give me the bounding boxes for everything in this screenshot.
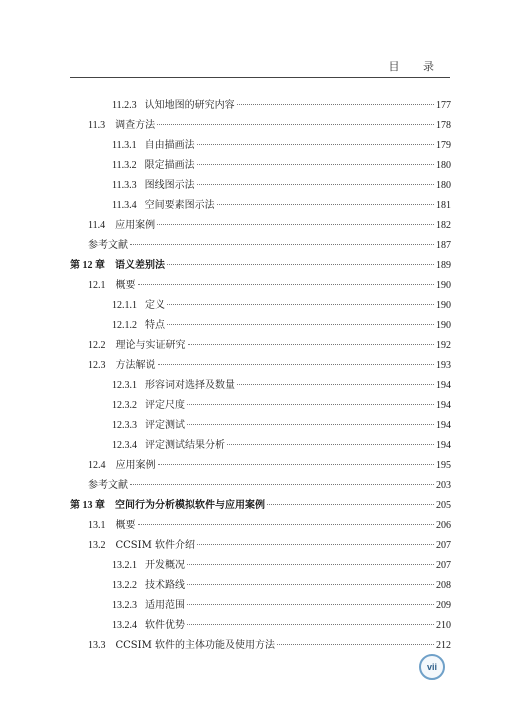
- toc-subsection-entry[interactable]: [70, 136, 451, 156]
- toc-entry-number: 11.3.3: [112, 180, 137, 191]
- toc-chapter-entry[interactable]: [70, 496, 451, 516]
- toc-entry-title: 适用范围: [145, 600, 185, 611]
- toc-entry-title: 开发概况: [145, 560, 185, 571]
- page-header-title: 目 录: [388, 60, 444, 73]
- toc-entry-page: 181: [436, 200, 451, 211]
- toc-dot-leader: [187, 404, 434, 405]
- toc-entry-number: 12.4: [88, 460, 106, 471]
- toc-entry-page: 180: [436, 160, 451, 171]
- toc-dot-leader: [130, 484, 434, 485]
- toc-entry-page: 207: [436, 560, 451, 571]
- toc-entry-page: 189: [436, 260, 451, 271]
- table-of-contents: [70, 96, 451, 656]
- toc-subsection-entry[interactable]: [70, 396, 451, 416]
- toc-section-entry[interactable]: [70, 636, 451, 656]
- toc-subsection-entry[interactable]: [70, 556, 451, 576]
- toc-entry-title: 概要: [115, 520, 136, 531]
- page-number-badge: vii: [419, 654, 445, 680]
- toc-entry-number: 11.2.3: [112, 100, 137, 111]
- toc-entry-page: 210: [436, 620, 451, 631]
- toc-subsection-entry[interactable]: [70, 616, 451, 636]
- toc-entry-number: 11.4: [88, 220, 106, 231]
- toc-entry-title: 空间行为分析模拟软件与应用案例: [115, 500, 265, 511]
- toc-entry-number: 13.2.1: [112, 560, 137, 571]
- toc-entry-page: 193: [436, 360, 451, 371]
- toc-subsection-entry[interactable]: [70, 176, 451, 196]
- toc-chapter-entry[interactable]: [70, 256, 451, 276]
- toc-entry-page: 205: [436, 500, 451, 511]
- toc-section-entry[interactable]: [70, 116, 451, 136]
- toc-subsection-entry[interactable]: [70, 576, 451, 596]
- toc-dot-leader: [158, 464, 435, 465]
- toc-entry-title: 评定测试: [145, 420, 185, 431]
- toc-dot-leader: [197, 164, 434, 165]
- toc-subsection-entry[interactable]: [70, 376, 451, 396]
- toc-subsection-entry[interactable]: [70, 96, 451, 116]
- toc-entry-title: CCSIM 软件的主体功能及使用方法: [115, 640, 276, 651]
- toc-entry-number: 13.2: [88, 540, 106, 551]
- toc-dot-leader: [157, 224, 434, 225]
- toc-dot-leader: [187, 584, 434, 585]
- toc-entry-number: 12.3.2: [112, 400, 137, 411]
- toc-dot-leader: [158, 364, 435, 365]
- toc-dot-leader: [157, 124, 434, 125]
- toc-dot-leader: [237, 104, 434, 105]
- toc-entry-title: 空间要素图示法: [144, 200, 215, 211]
- toc-entry-page: 182: [436, 220, 451, 231]
- toc-entry-title: 参考文献: [88, 240, 128, 251]
- toc-entry-page: 206: [436, 520, 451, 531]
- toc-subsection-entry[interactable]: [70, 436, 451, 456]
- toc-entry-number: 12.1: [88, 280, 106, 291]
- toc-dot-leader: [130, 244, 434, 245]
- toc-entry-title: 限定描画法: [144, 160, 195, 171]
- toc-subsection-entry[interactable]: [70, 156, 451, 176]
- toc-entry-page: 194: [436, 440, 451, 451]
- toc-entry-number: 13.2.3: [112, 600, 137, 611]
- toc-dot-leader: [267, 504, 434, 505]
- toc-entry-number: 12.2: [88, 340, 106, 351]
- toc-subsection-entry[interactable]: [70, 596, 451, 616]
- toc-dot-leader: [197, 184, 434, 185]
- toc-dot-leader: [187, 564, 434, 565]
- toc-entry-title: 调查方法: [115, 120, 156, 131]
- toc-dot-leader: [237, 384, 434, 385]
- toc-dot-leader: [187, 604, 434, 605]
- toc-entry-title: 方法解说: [115, 360, 156, 371]
- toc-entry-page: 194: [436, 380, 451, 391]
- toc-entry-page: 194: [436, 420, 451, 431]
- toc-entry-number: 12.1.1: [112, 300, 137, 311]
- toc-entry-page: 195: [436, 460, 451, 471]
- toc-entry-number: 13.2.2: [112, 580, 137, 591]
- toc-entry-page: 190: [436, 320, 451, 331]
- toc-entry-title: 图线图示法: [144, 180, 195, 191]
- toc-entry-page: 209: [436, 600, 451, 611]
- toc-entry-page: 207: [436, 540, 451, 551]
- toc-section-entry[interactable]: [70, 216, 451, 236]
- toc-section-entry[interactable]: [70, 356, 451, 376]
- toc-section-entry[interactable]: [70, 236, 451, 256]
- toc-entry-number: 12.3: [88, 360, 106, 371]
- toc-dot-leader: [167, 324, 434, 325]
- toc-dot-leader: [197, 544, 434, 545]
- toc-entry-title: 技术路线: [145, 580, 185, 591]
- toc-dot-leader: [138, 524, 435, 525]
- toc-dot-leader: [217, 204, 434, 205]
- toc-section-entry[interactable]: [70, 336, 451, 356]
- toc-dot-leader: [188, 344, 435, 345]
- header-divider: [70, 77, 450, 78]
- toc-entry-title: 认知地图的研究内容: [144, 100, 235, 111]
- toc-entry-page: 190: [436, 280, 451, 291]
- toc-entry-number: 12.3.1: [112, 380, 137, 391]
- toc-entry-number: 11.3.4: [112, 200, 137, 211]
- toc-entry-number: 13.1: [88, 520, 106, 531]
- toc-entry-title: 评定测试结果分析: [145, 440, 225, 451]
- toc-entry-page: 177: [436, 100, 451, 111]
- toc-entry-title: 定义: [145, 300, 165, 311]
- toc-entry-page: 203: [436, 480, 451, 491]
- toc-dot-leader: [187, 424, 434, 425]
- toc-subsection-entry[interactable]: [70, 196, 451, 216]
- toc-dot-leader: [277, 644, 434, 645]
- toc-entry-title: 评定尺度: [145, 400, 185, 411]
- toc-entry-title: 参考文献: [88, 480, 128, 491]
- toc-entry-title: 概要: [115, 280, 136, 291]
- toc-entry-number: 第 13 章: [70, 500, 105, 511]
- toc-dot-leader: [227, 444, 434, 445]
- toc-entry-number: 11.3: [88, 120, 106, 131]
- toc-section-entry[interactable]: [70, 536, 451, 556]
- toc-entry-title: 理论与实证研究: [115, 340, 186, 351]
- toc-section-entry[interactable]: [70, 476, 451, 496]
- toc-entry-page: 180: [436, 180, 451, 191]
- toc-entry-page: 208: [436, 580, 451, 591]
- toc-entry-number: 11.3.2: [112, 160, 137, 171]
- toc-section-entry[interactable]: [70, 456, 451, 476]
- toc-section-entry[interactable]: [70, 516, 451, 536]
- toc-dot-leader: [167, 264, 434, 265]
- toc-entry-page: 212: [436, 640, 451, 651]
- toc-entry-number: 第 12 章: [70, 260, 105, 271]
- toc-dot-leader: [138, 284, 435, 285]
- toc-entry-title: CCSIM 软件介绍: [115, 540, 196, 551]
- toc-entry-title: 应用案例: [115, 220, 156, 231]
- toc-dot-leader: [187, 624, 434, 625]
- toc-entry-number: 12.3.4: [112, 440, 137, 451]
- toc-entry-title: 特点: [145, 320, 165, 331]
- toc-subsection-entry[interactable]: [70, 316, 451, 336]
- toc-entry-page: 187: [436, 240, 451, 251]
- toc-entry-page: 179: [436, 140, 451, 151]
- toc-dot-leader: [197, 144, 434, 145]
- toc-entry-number: 13.2.4: [112, 620, 137, 631]
- toc-entry-number: 12.1.2: [112, 320, 137, 331]
- toc-entry-title: 语义差别法: [115, 260, 165, 271]
- toc-entry-number: 13.3: [88, 640, 106, 651]
- toc-subsection-entry[interactable]: [70, 416, 451, 436]
- toc-entry-page: 194: [436, 400, 451, 411]
- toc-entry-title: 软件优势: [145, 620, 185, 631]
- toc-subsection-entry[interactable]: [70, 296, 451, 316]
- toc-entry-page: 192: [436, 340, 451, 351]
- toc-entry-title: 形容词对选择及数量: [145, 380, 235, 391]
- toc-dot-leader: [167, 304, 434, 305]
- toc-entry-title: 应用案例: [115, 460, 156, 471]
- toc-entry-page: 178: [436, 120, 451, 131]
- toc-section-entry[interactable]: [70, 276, 451, 296]
- toc-entry-number: 12.3.3: [112, 420, 137, 431]
- toc-entry-page: 190: [436, 300, 451, 311]
- toc-entry-title: 自由描画法: [144, 140, 195, 151]
- toc-entry-number: 11.3.1: [112, 140, 137, 151]
